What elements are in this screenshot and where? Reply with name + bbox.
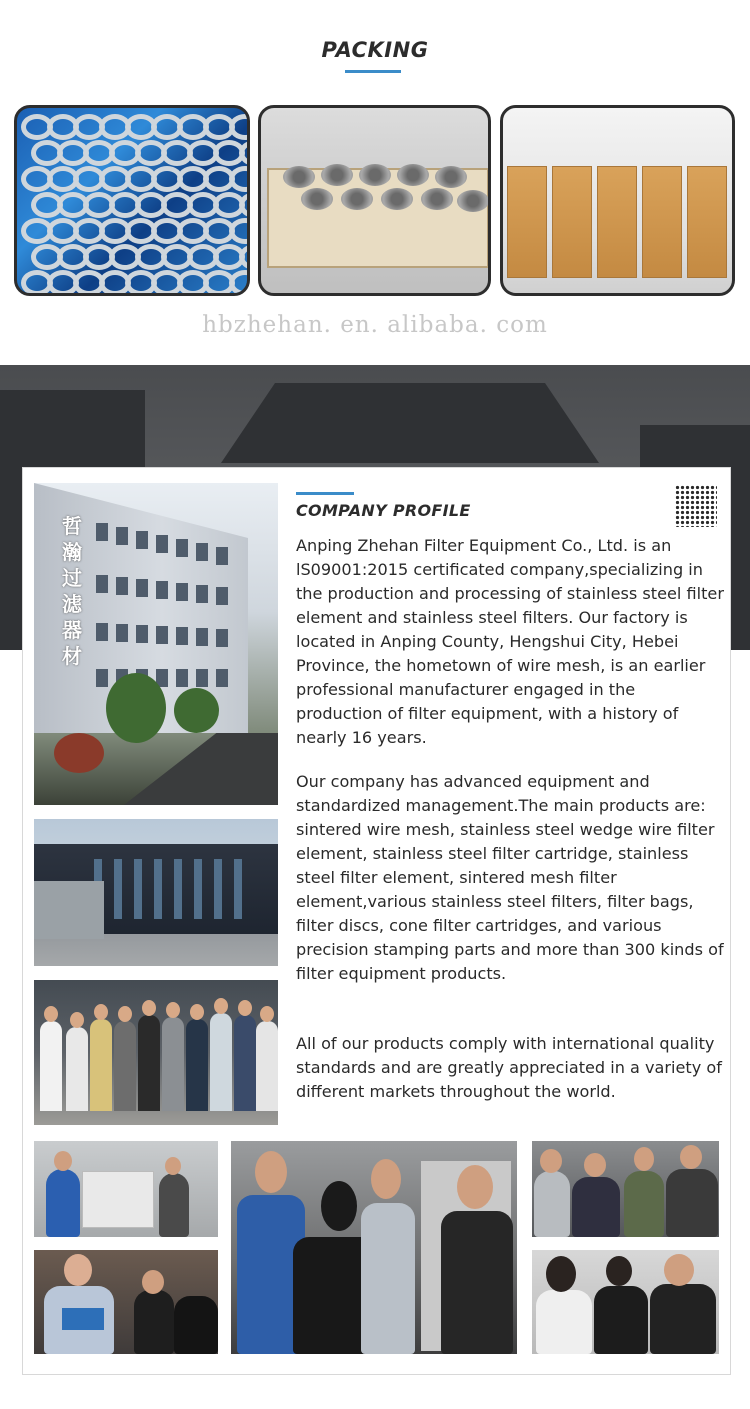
packing-photo-cartons: [500, 105, 735, 296]
packed-filter-tube: [421, 188, 453, 210]
packing-photo-filter-rings: [14, 105, 250, 296]
packed-filter-tube: [397, 164, 429, 186]
carton-box: [642, 166, 682, 278]
profile-paragraph-3: All of our products comply with international quality standards and are greatly appreciated in a variety of different markets throughout the world.: [296, 1034, 722, 1101]
packed-filter-tube: [301, 188, 333, 210]
building-sign: 哲瀚过滤器材: [62, 514, 82, 668]
team-group-photo: [34, 980, 278, 1125]
customer-visit-photo-4: [532, 1141, 719, 1237]
packing-photo-wooden-crate: [258, 105, 491, 296]
factory-hall-photo: [34, 819, 278, 966]
profile-heading-accent-line: [296, 492, 354, 495]
packed-filter-tube: [381, 188, 413, 210]
packing-title-underline: [345, 70, 401, 73]
filter-ring: [229, 270, 250, 296]
customer-visit-photo-5: [532, 1250, 719, 1354]
filter-ring: [229, 114, 250, 140]
factory-building-photo: [34, 483, 278, 805]
carton-box: [687, 166, 727, 278]
company-profile-card: [22, 467, 731, 1375]
filter-ring: [229, 218, 250, 244]
customer-visit-photo-1: [34, 1141, 218, 1237]
packed-filter-tube: [341, 188, 373, 210]
packing-title: PACKING: [321, 38, 429, 62]
packed-filter-tube: [283, 166, 315, 188]
packed-filter-tube: [359, 164, 391, 186]
company-profile-heading: COMPANY PROFILE: [296, 501, 471, 520]
packed-filter-tube: [435, 166, 467, 188]
carton-box: [552, 166, 592, 278]
dot-pattern-decoration: [675, 485, 717, 527]
customer-visit-photo-2: [34, 1250, 218, 1354]
filter-ring: [229, 166, 250, 192]
carton-box: [507, 166, 547, 278]
customer-visit-photo-3: [231, 1141, 517, 1354]
store-watermark: hbzhehan. en. alibaba. com: [202, 312, 548, 338]
packed-filter-tube: [321, 164, 353, 186]
packed-filter-tube: [457, 190, 489, 212]
profile-paragraph-1: Anping Zhehan Filter Equipment Co., Ltd. is an lS09001:2015 certificated company,specializing in the production and processing of stainless steel filter element and stainless steel filters. Our factory is located in Anping County, Hengshui City, Hebei Province, the hometown of wire mesh, is an earlier professional manufacturer engaged in the production of filter equipment, with a history of nearly 16 years.: [296, 536, 724, 747]
profile-paragraph-2: Our company has advanced equipment and standardized management.The main products are: sintered wire mesh, stainless steel wedge wire filter element, stainless steel filter cartridge, stainless steel filter element, sintered mesh filter element,various stainless steel filters, filter bags, filter discs, cone filter cartridges, and various precision stamping parts and more than 300 kinds of filter equipment products.: [296, 772, 724, 983]
carton-box: [597, 166, 637, 278]
